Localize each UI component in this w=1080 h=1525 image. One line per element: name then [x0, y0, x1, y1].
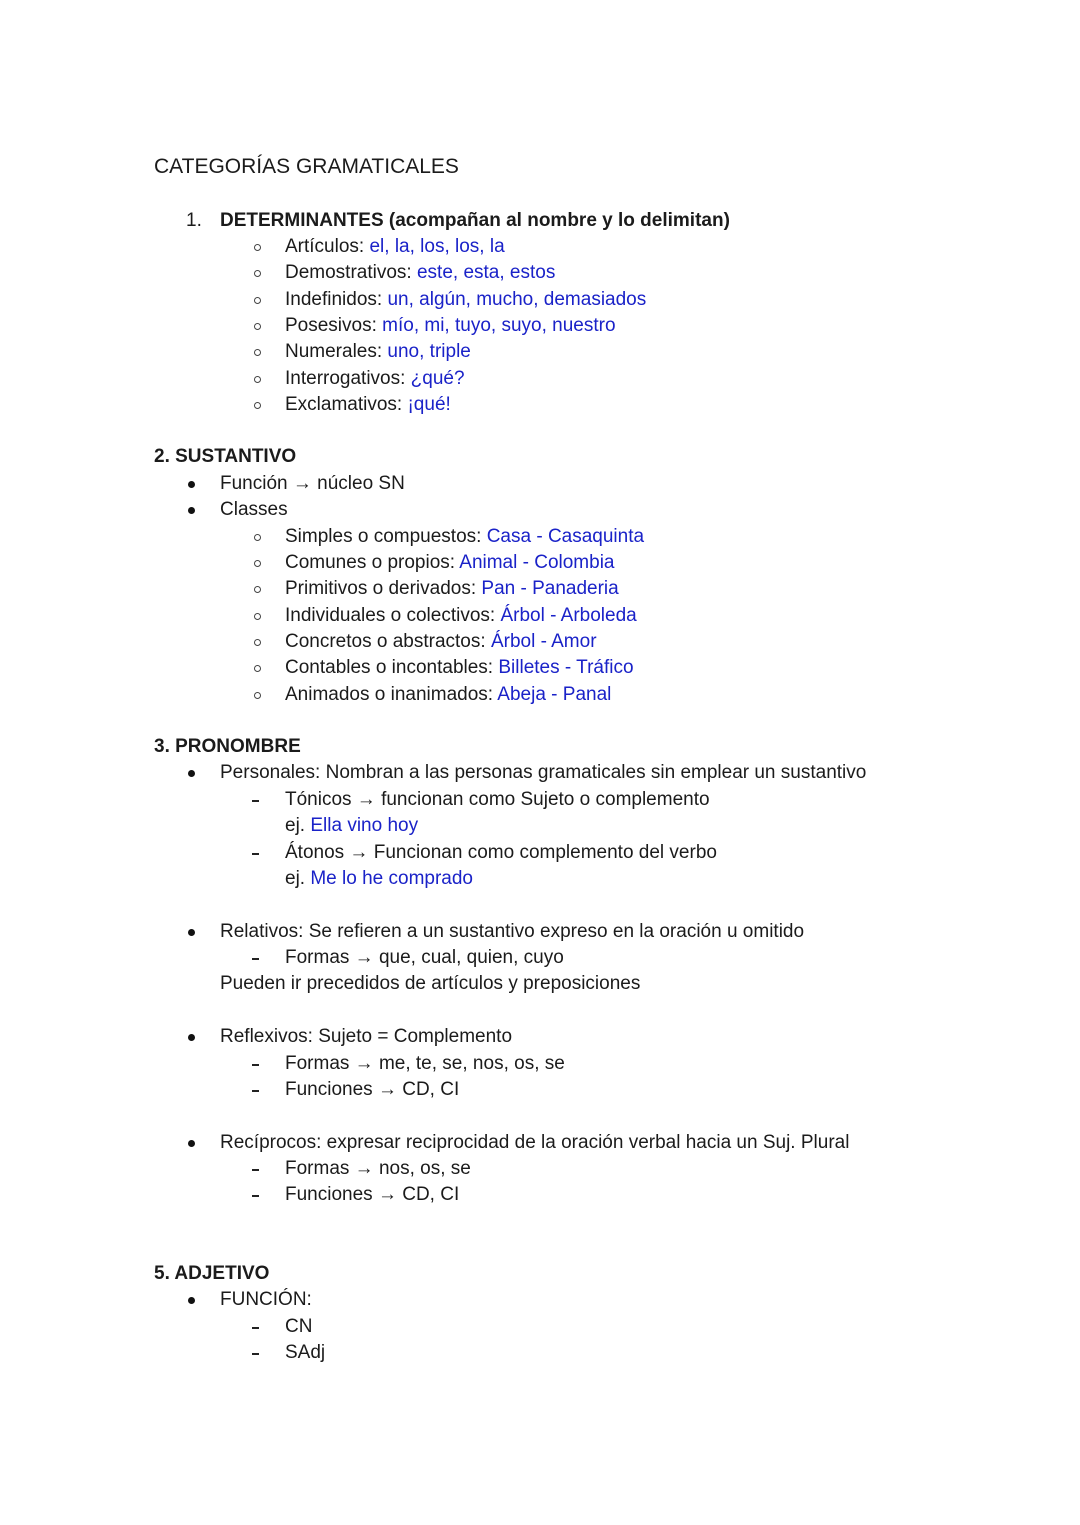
list-item: CN	[285, 1316, 313, 1337]
list-item: Comunes o propios: Animal - Colombia	[285, 552, 615, 573]
reflexivos-funciones: Funciones → CD, CI	[285, 1079, 460, 1100]
dash-bullet-icon	[252, 1195, 259, 1197]
tonicos-example: ej. Ella vino hoy	[285, 815, 419, 836]
bullet-icon	[188, 770, 195, 777]
circle-bullet-icon	[254, 297, 261, 304]
list-item: Numerales: uno, triple	[285, 341, 471, 362]
circle-bullet-icon	[254, 270, 261, 277]
dash-bullet-icon	[252, 958, 259, 960]
circle-bullet-icon	[254, 376, 261, 383]
bullet-icon	[188, 507, 195, 514]
list-item: Demostrativos: este, esta, estos	[285, 262, 556, 283]
circle-bullet-icon	[254, 349, 261, 356]
dash-bullet-icon	[252, 1353, 259, 1355]
reciprocos-funciones: Funciones → CD, CI	[285, 1184, 460, 1205]
reciprocos-formas: Formas → nos, os, se	[285, 1158, 471, 1179]
determinantes-note: (acompañan al nombre y lo delimitan)	[383, 210, 730, 231]
circle-bullet-icon	[254, 613, 261, 620]
dash-bullet-icon	[252, 800, 259, 802]
bullet-icon	[188, 1034, 195, 1041]
circle-bullet-icon	[254, 639, 261, 646]
relativos-formas: Formas → que, cual, quien, cuyo	[285, 947, 564, 968]
tonicos-text: Tónicos → funcionan como Sujeto o complemento	[285, 789, 710, 810]
circle-bullet-icon	[254, 244, 261, 251]
list-item: SAdj	[285, 1342, 326, 1363]
atonos-example: ej. Me lo he comprado	[285, 868, 474, 889]
list-item: Artículos: el, la, los, los, la	[285, 236, 505, 257]
relativos-text: Relativos: Se refieren a un sustantivo expreso en la oración u omitido	[220, 921, 805, 942]
adjetivo-heading: 5. ADJETIVO	[154, 1263, 270, 1284]
relativos-note: Pueden ir precedidos de artículos y preposiciones	[220, 973, 641, 994]
sustantivo-funcion: Función → núcleo SN	[220, 473, 405, 494]
list-item: Individuales o colectivos: Árbol - Arboleda	[285, 605, 637, 626]
bullet-icon	[188, 481, 195, 488]
reflexivos-formas: Formas → me, te, se, nos, os, se	[285, 1053, 565, 1074]
circle-bullet-icon	[254, 560, 261, 567]
list-item: Primitivos o derivados: Pan - Panaderia	[285, 578, 619, 599]
list-item: Contables o incontables: Billetes - Tráfico	[285, 657, 634, 678]
personales-text: Personales: Nombran a las personas gramaticales sin emplear un sustantivo	[220, 762, 867, 783]
bullet-icon	[188, 929, 195, 936]
pronombre-heading: 3. PRONOMBRE	[154, 736, 301, 757]
circle-bullet-icon	[254, 402, 261, 409]
reflexivos-text: Reflexivos: Sujeto = Complemento	[220, 1026, 513, 1047]
determinantes-heading: DETERMINANTES	[220, 210, 384, 231]
dash-bullet-icon	[252, 1169, 259, 1171]
list-item: Indefinidos: un, algún, mucho, demasiados	[285, 289, 647, 310]
sustantivo-classes-label: Classes	[220, 499, 288, 520]
circle-bullet-icon	[254, 323, 261, 330]
reciprocos-text: Recíprocos: expresar reciprocidad de la oración verbal hacia un Suj. Plural	[220, 1132, 850, 1153]
adjetivo-funcion: FUNCIÓN:	[220, 1289, 312, 1310]
list-item: Simples o compuestos: Casa - Casaquinta	[285, 526, 645, 547]
page-title: CATEGORÍAS GRAMATICALES	[154, 155, 459, 178]
list-item: Interrogativos: ¿qué?	[285, 368, 465, 389]
determinantes-number: 1.	[186, 210, 202, 231]
list-item: Posesivos: mío, mi, tuyo, suyo, nuestro	[285, 315, 616, 336]
dash-bullet-icon	[252, 853, 259, 855]
dash-bullet-icon	[252, 1090, 259, 1092]
list-item: Animados o inanimados: Abeja - Panal	[285, 684, 612, 705]
bullet-icon	[188, 1297, 195, 1304]
list-item: Exclamativos: ¡qué!	[285, 394, 451, 415]
circle-bullet-icon	[254, 586, 261, 593]
bullet-icon	[188, 1140, 195, 1147]
dash-bullet-icon	[252, 1327, 259, 1329]
dash-bullet-icon	[252, 1064, 259, 1066]
atonos-text: Átonos → Funcionan como complemento del verbo	[285, 842, 717, 863]
determinantes-heading-line	[220, 208, 730, 234]
circle-bullet-icon	[254, 665, 261, 672]
sustantivo-heading: 2. SUSTANTIVO	[154, 446, 297, 467]
list-item: Concretos o abstractos: Árbol - Amor	[285, 631, 597, 652]
circle-bullet-icon	[254, 692, 261, 699]
circle-bullet-icon	[254, 534, 261, 541]
